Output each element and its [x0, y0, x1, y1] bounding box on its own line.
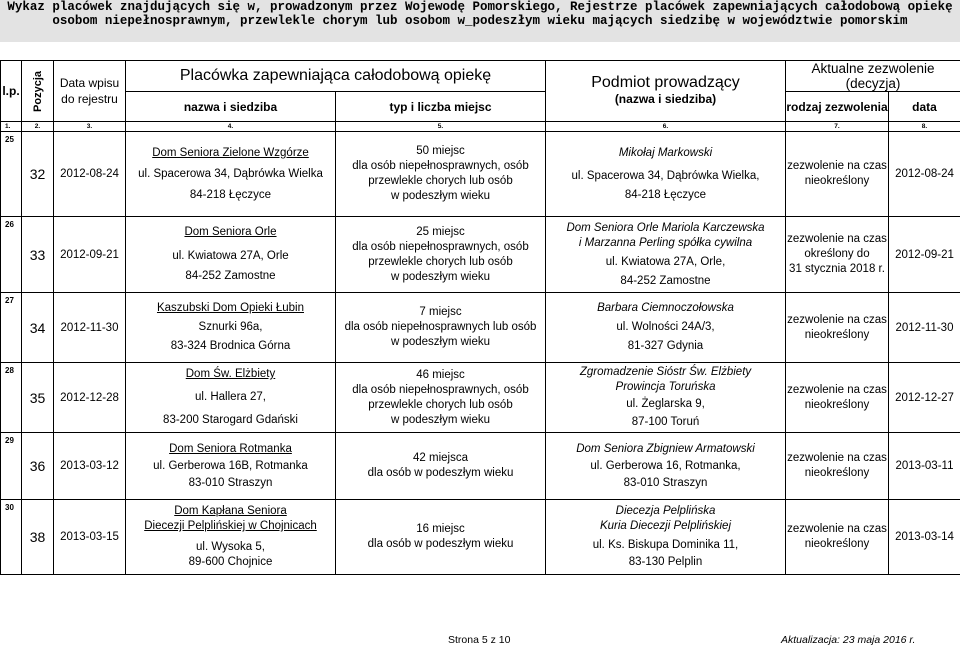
permit-line: nieokreślony [804, 398, 870, 411]
name-line: ul. Wysoka 5, [196, 541, 265, 553]
row-permit-date: 2013-03-14 [889, 500, 960, 575]
row-permit [786, 500, 889, 575]
owner-line: 87-100 Toruń [631, 416, 700, 428]
header-lp: l.p. [1, 61, 22, 122]
owner-line: 81-327 Gdynia [627, 340, 704, 352]
owner-line: ul. Ks. Biskupa Dominika 11, [592, 539, 739, 551]
header-nazwa: nazwa i siedziba [126, 92, 336, 122]
header-data: data [889, 92, 960, 122]
row-lp: 29 [1, 433, 22, 500]
owner-line: 84-252 Zamostne [620, 274, 711, 287]
row-name [126, 433, 336, 500]
row-pozycja: 36 [22, 433, 54, 500]
column-number: 3. [54, 122, 126, 132]
type-line: dla osób niepełnosprawnych, osób [352, 160, 529, 172]
row-permit-date: 2013-03-11 [889, 433, 960, 500]
name-line: ul. Hallera 27, [195, 391, 266, 403]
permit-line: zezwolenie na czas [787, 160, 887, 172]
owner-line: Prowincja Toruńska [615, 381, 716, 393]
row-pozycja: 35 [22, 363, 54, 433]
row-date: 2013-03-15 [54, 500, 126, 575]
row-owner [546, 433, 786, 500]
row-type [336, 217, 546, 293]
row-name [126, 500, 336, 575]
row-owner [546, 293, 786, 363]
type-line: dla osób niepełnosprawnych, osób [352, 240, 529, 253]
owner-line: Kuria Diecezji Pelplińskiej [599, 520, 732, 532]
table-row [1, 500, 960, 575]
owner-line: Zgromadzenie Sióstr Św. Elżbiety [579, 366, 752, 378]
name-line: Kaszubski Dom Opieki Łubin [156, 302, 304, 314]
type-line: 46 miejsc [416, 368, 465, 381]
owner-line: i Marzanna Perling spółka cywilna [578, 236, 753, 249]
type-line: dla osób w podeszłym wieku [367, 467, 514, 479]
permit-line: nieokreślony [804, 175, 870, 187]
header-row-2 [1, 92, 960, 122]
row-lp: 28 [1, 363, 22, 433]
row-owner [546, 132, 786, 217]
name-line: 83-200 Starogard Gdański [163, 414, 298, 426]
permit-line: zezwolenie na czas [787, 313, 887, 326]
table-row [1, 363, 960, 433]
row-name [126, 363, 336, 433]
row-lp: 27 [1, 293, 22, 363]
name-line: ul. Gerberowa 16B, Rotmanka [153, 459, 308, 472]
row-pozycja: 38 [22, 500, 54, 575]
row-lp: 26 [1, 217, 22, 293]
permit-line: zezwolenie na czas [787, 233, 887, 245]
row-permit [786, 217, 889, 293]
permit-line: 31 stycznia 2018 r. [789, 263, 885, 275]
title-line-2: osobom niepełnosprawnym, przewlekle chorym lub osobom w_podeszłym wieku mających siedzibę w województwie pomorskim [52, 14, 908, 28]
type-line: dla osób w podeszłym wieku [367, 538, 514, 550]
permit-line: zezwolenie na czas [787, 383, 887, 396]
row-type [336, 132, 546, 217]
title-line-1: Wykaz placówek znajdujących się w, prowadzonym przez Wojewodę Pomorskiego, Rejestrze placówek zapewniających całodobową opiekę [7, 0, 953, 14]
header-typ: typ i liczba miejsc [336, 92, 546, 122]
row-permit [786, 293, 889, 363]
name-line: Diecezji Pelplińskiej w Chojnicach [144, 520, 317, 532]
row-date: 2012-08-24 [54, 132, 126, 217]
owner-line: Dom Seniora Orle Mariola Karczewska [566, 221, 765, 234]
row-owner [546, 500, 786, 575]
type-line: 50 miejsc [416, 145, 465, 157]
row-date: 2012-11-30 [54, 293, 126, 363]
table-row [1, 217, 960, 293]
owner-line: Mikołaj Markowski [618, 146, 713, 159]
register-table [0, 60, 960, 575]
table-row [1, 132, 960, 217]
column-number: 7. [786, 122, 889, 132]
row-pozycja: 33 [22, 217, 54, 293]
header-podmiot-sub: (nazwa i siedziba) [546, 92, 786, 122]
type-line: 7 miejsc [419, 306, 462, 318]
permit-line: nieokreślony [804, 467, 870, 479]
permit-line: nieokreślony [804, 328, 870, 341]
name-line: 84-218 Łęczyce [189, 188, 272, 201]
row-pozycja: 32 [22, 132, 54, 217]
owner-line: 84-218 Łęczyce [624, 188, 707, 201]
table-row [1, 293, 960, 363]
header-podmiot: Podmiot prowadzący [546, 61, 786, 92]
name-line: Dom Seniora Orle [184, 226, 277, 238]
header-rodzaj: rodzaj zezwolenia [786, 92, 889, 122]
row-name [126, 217, 336, 293]
type-line: przewlekle chorych lub osób [368, 175, 513, 187]
name-line: Dom Seniora Rotmanka [169, 442, 292, 455]
document-title [0, 0, 960, 42]
update-date: Aktualizacja: 23 maja 2016 r. [781, 634, 916, 646]
owner-line: Dom Seniora Zbigniew Armatowski [576, 442, 755, 455]
name-line: ul. Kwiatowa 27A, Orle [172, 250, 289, 262]
row-lp: 25 [1, 132, 22, 217]
type-line: w podeszłym wieku [390, 270, 491, 283]
row-name [126, 132, 336, 217]
type-line: w podeszłym wieku [390, 190, 491, 202]
row-permit-date: 2012-08-24 [889, 132, 960, 217]
row-type [336, 500, 546, 575]
owner-line: 83-130 Pelplin [628, 556, 703, 568]
row-type [336, 433, 546, 500]
column-number: 5. [336, 122, 546, 132]
owner-line: 83-010 Straszyn [623, 476, 708, 489]
type-line: 42 miejsca [413, 452, 468, 464]
header-data-wpisu: Data wpisu do rejestru [54, 61, 126, 122]
name-line: Dom Seniora Zielone Wzgórze [152, 146, 309, 159]
row-date: 2012-09-21 [54, 217, 126, 293]
column-number: 2. [22, 122, 54, 132]
name-line: Dom Kapłana Seniora [174, 505, 287, 517]
column-numbers-row [1, 122, 960, 132]
header-placowka: Placówka zapewniająca całodobową opiekę [126, 61, 546, 92]
row-owner [546, 217, 786, 293]
name-line: 84-252 Zamostne [185, 270, 276, 282]
page-number: Strona 5 z 10 [448, 634, 511, 646]
row-type [336, 363, 546, 433]
row-permit-date: 2012-11-30 [889, 293, 960, 363]
name-line: ul. Spacerowa 34, Dąbrówka Wielka [138, 167, 323, 180]
column-number: 4. [126, 122, 336, 132]
owner-line: ul. Spacerowa 34, Dąbrówka Wielka, [571, 169, 760, 182]
row-date: 2013-03-12 [54, 433, 126, 500]
row-date: 2012-12-28 [54, 363, 126, 433]
owner-line: ul. Gerberowa 16, Rotmanka, [590, 459, 741, 472]
name-line: 89-600 Chojnice [188, 556, 273, 568]
owner-line: Diecezja Pelplińska [615, 505, 716, 517]
owner-line: ul. Kwiatowa 27A, Orle, [605, 255, 726, 268]
type-line: w podeszłym wieku [390, 413, 491, 426]
type-line: dla osób niepełnosprawnych, osób [352, 383, 529, 396]
permit-line: określony do [804, 248, 870, 260]
type-line: przewlekle chorych lub osób [368, 255, 513, 268]
permit-line: zezwolenie na czas [787, 452, 887, 464]
row-lp: 30 [1, 500, 22, 575]
column-number: 1. [1, 122, 22, 132]
row-permit [786, 433, 889, 500]
permit-line: nieokreślony [804, 538, 870, 550]
name-line: Dom Św. Elżbiety [185, 368, 276, 380]
row-permit [786, 132, 889, 217]
type-line: 25 miejsc [416, 225, 465, 238]
type-line: 16 miejsc [416, 523, 465, 535]
permit-line: zezwolenie na czas [787, 523, 887, 535]
name-line: Sznurki 96a, [198, 321, 263, 333]
owner-line: ul. Żeglarska 9, [626, 398, 705, 410]
header-pozycja: Pozycja [22, 61, 54, 122]
row-permit-date: 2012-09-21 [889, 217, 960, 293]
table-row [1, 433, 960, 500]
header-zezwolenie: Aktualne zezwolenie (decyzja) [786, 61, 960, 92]
row-type [336, 293, 546, 363]
owner-line: Barbara Ciemnoczołowska [597, 302, 734, 314]
row-name [126, 293, 336, 363]
header-row-1 [1, 61, 960, 92]
row-pozycja: 34 [22, 293, 54, 363]
name-line: 83-324 Brodnica Górna [170, 340, 291, 352]
row-permit [786, 363, 889, 433]
row-permit-date: 2012-12-27 [889, 363, 960, 433]
type-line: dla osób niepełnosprawnych lub osób [344, 321, 537, 333]
column-number: 8. [889, 122, 960, 132]
row-owner [546, 363, 786, 433]
type-line: przewlekle chorych lub osób [368, 398, 513, 411]
column-number: 6. [546, 122, 786, 132]
owner-line: ul. Wolności 24A/3, [616, 321, 715, 333]
type-line: w podeszłym wieku [390, 336, 491, 348]
page-footer [0, 634, 960, 649]
name-line: 83-010 Straszyn [188, 476, 273, 489]
